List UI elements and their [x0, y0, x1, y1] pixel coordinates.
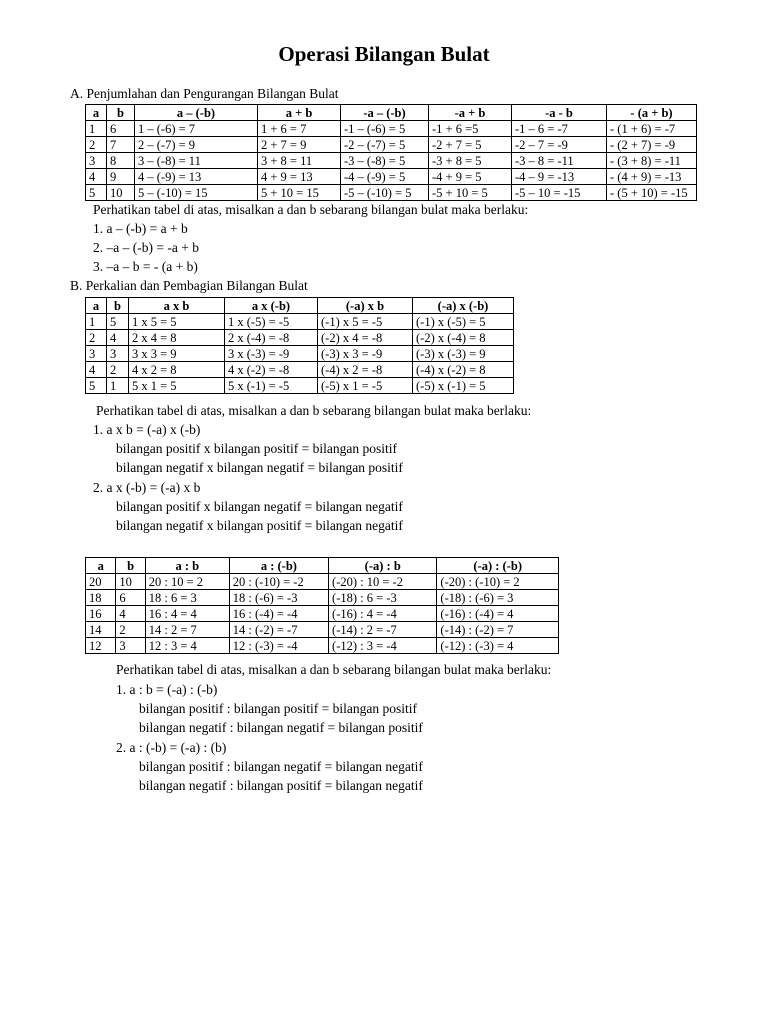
- table-cell: (-5) x (-1) = 5: [413, 378, 514, 394]
- table-cell: - (1 + 6) = -7: [607, 121, 697, 137]
- column-header: - (a + b): [607, 105, 697, 121]
- table-cell: - (5 + 10) = -15: [607, 185, 697, 201]
- table-row: [86, 153, 697, 169]
- table-cell: -1 + 6 =5: [429, 121, 512, 137]
- table-cell: -4 – 9 = -13: [512, 169, 607, 185]
- table-cell: 1: [86, 121, 107, 137]
- table-cell: 3: [86, 153, 107, 169]
- table-row: [86, 622, 559, 638]
- table-cell: (-16) : (-4) = 4: [437, 606, 559, 622]
- table-cell: (-1) x 5 = -5: [318, 314, 413, 330]
- column-header: (-a) x b: [318, 298, 413, 314]
- table-cell: 2: [86, 330, 107, 346]
- table-cell: 2 x 4 = 8: [129, 330, 225, 346]
- table-cell: 14: [86, 622, 116, 638]
- table-cell: 5: [107, 314, 129, 330]
- column-header: (-a) x (-b): [413, 298, 514, 314]
- multiplication-table: [85, 297, 514, 394]
- table-cell: (-4) x (-2) = 8: [413, 362, 514, 378]
- section-a-note: Perhatikan tabel di atas, misalkan a dan b sebarang bilangan bulat maka berlaku:: [93, 202, 529, 217]
- table-cell: 16 : 4 = 4: [145, 606, 229, 622]
- table-cell: 4 – (-9) = 13: [135, 169, 258, 185]
- rule-a-2: 2. –a – (-b) = -a + b: [93, 240, 199, 255]
- rule-a-1: 1. a – (-b) = a + b: [93, 221, 188, 236]
- column-header: b: [107, 298, 129, 314]
- table-cell: -5 – 10 = -15: [512, 185, 607, 201]
- table-cell: 7: [107, 137, 135, 153]
- table-cell: 18 : 6 = 3: [145, 590, 229, 606]
- table-cell: 16: [86, 606, 116, 622]
- table-cell: (-20) : (-10) = 2: [437, 574, 559, 590]
- div-rule-1-line-1: bilangan positif : bilangan positif = bilangan positif: [139, 701, 417, 716]
- division-table: [85, 557, 559, 654]
- table-cell: (-14) : 2 = -7: [329, 622, 437, 638]
- table-cell: 20 : (-10) = -2: [229, 574, 328, 590]
- column-header: (-a) : b: [329, 558, 437, 574]
- column-header: (-a) : (-b): [437, 558, 559, 574]
- table-cell: (-14) : (-2) = 7: [437, 622, 559, 638]
- table-cell: -3 + 8 = 5: [429, 153, 512, 169]
- table-cell: -4 + 9 = 5: [429, 169, 512, 185]
- div-rule-2-line-2: bilangan negatif : bilangan positif = bilangan negatif: [139, 778, 423, 793]
- table-cell: (-18) : (-6) = 3: [437, 590, 559, 606]
- table-row: [86, 330, 514, 346]
- mul-rule-1: 1. a x b = (-a) x (-b): [93, 422, 201, 437]
- div-rule-2: 2. a : (-b) = (-a) : (b): [116, 740, 227, 755]
- table-cell: (-1) x (-5) = 5: [413, 314, 514, 330]
- table-cell: 12 : (-3) = -4: [229, 638, 328, 654]
- table-cell: 20 : 10 = 2: [145, 574, 229, 590]
- table-cell: -2 – (-7) = 5: [341, 137, 429, 153]
- column-header: b: [107, 105, 135, 121]
- addition-subtraction-table: [85, 104, 697, 201]
- table-cell: 2 + 7 = 9: [258, 137, 341, 153]
- column-header: a : (-b): [229, 558, 328, 574]
- table-cell: 12: [86, 638, 116, 654]
- table-cell: (-3) x (-3) = 9: [413, 346, 514, 362]
- table-cell: (-20) : 10 = -2: [329, 574, 437, 590]
- table-cell: 2 x (-4) = -8: [225, 330, 318, 346]
- table-cell: -4 – (-9) = 5: [341, 169, 429, 185]
- table-cell: 1: [107, 378, 129, 394]
- table-cell: 1: [86, 314, 107, 330]
- section-a-heading: A. Penjumlahan dan Pengurangan Bilangan Bulat: [70, 86, 339, 101]
- mul-note: Perhatikan tabel di atas, misalkan a dan b sebarang bilangan bulat maka berlaku:: [96, 403, 532, 418]
- table-cell: -2 + 7 = 5: [429, 137, 512, 153]
- table-cell: (-12) : 3 = -4: [329, 638, 437, 654]
- column-header: -a + b: [429, 105, 512, 121]
- rule-a-3: 3. –a – b = - (a + b): [93, 259, 198, 274]
- mul-rule-1-line-2: bilangan negatif x bilangan negatif = bilangan positif: [116, 460, 403, 475]
- table-cell: -1 – 6 = -7: [512, 121, 607, 137]
- table-cell: -5 + 10 = 5: [429, 185, 512, 201]
- table-cell: 3: [116, 638, 145, 654]
- table-row: [86, 169, 697, 185]
- table-cell: 4 x 2 = 8: [129, 362, 225, 378]
- table-cell: 3: [86, 346, 107, 362]
- column-header: a: [86, 105, 107, 121]
- table-cell: 14 : 2 = 7: [145, 622, 229, 638]
- table-row: [86, 574, 559, 590]
- table-cell: 9: [107, 169, 135, 185]
- table-cell: 6: [107, 121, 135, 137]
- page-title: Operasi Bilangan Bulat: [278, 42, 490, 66]
- table-cell: 5: [86, 378, 107, 394]
- table-cell: 2 – (-7) = 9: [135, 137, 258, 153]
- column-header: a: [86, 558, 116, 574]
- column-header: -a - b: [512, 105, 607, 121]
- table-cell: 6: [116, 590, 145, 606]
- column-header: a : b: [145, 558, 229, 574]
- section-b-heading: B. Perkalian dan Pembagian Bilangan Bulat: [70, 278, 308, 293]
- table-row: [86, 185, 697, 201]
- table-row: [86, 606, 559, 622]
- table-cell: 4: [116, 606, 145, 622]
- div-rule-2-line-1: bilangan positif : bilangan negatif = bilangan negatif: [139, 759, 423, 774]
- table-row: [86, 314, 514, 330]
- table-cell: 3: [107, 346, 129, 362]
- column-header: a – (-b): [135, 105, 258, 121]
- column-header: b: [116, 558, 145, 574]
- table-cell: 3 x (-3) = -9: [225, 346, 318, 362]
- table-cell: 1 x (-5) = -5: [225, 314, 318, 330]
- table-cell: - (3 + 8) = -11: [607, 153, 697, 169]
- table-cell: (-2) x 4 = -8: [318, 330, 413, 346]
- div-note: Perhatikan tabel di atas, misalkan a dan b sebarang bilangan bulat maka berlaku:: [116, 662, 552, 677]
- table-row: [86, 378, 514, 394]
- table-cell: 3 – (-8) = 11: [135, 153, 258, 169]
- div-rule-1: 1. a : b = (-a) : (-b): [116, 682, 218, 697]
- table-cell: -2 – 7 = -9: [512, 137, 607, 153]
- table-cell: 10: [107, 185, 135, 201]
- table-cell: (-12) : (-3) = 4: [437, 638, 559, 654]
- table-cell: 20: [86, 574, 116, 590]
- table-header-row: [86, 558, 559, 574]
- table-row: [86, 362, 514, 378]
- column-header: -a – (-b): [341, 105, 429, 121]
- table-cell: 8: [107, 153, 135, 169]
- table-cell: (-16) : 4 = -4: [329, 606, 437, 622]
- table-cell: 10: [116, 574, 145, 590]
- table-cell: (-2) x (-4) = 8: [413, 330, 514, 346]
- table-cell: 2: [116, 622, 145, 638]
- table-cell: 14 : (-2) = -7: [229, 622, 328, 638]
- table-cell: 4: [86, 362, 107, 378]
- table-cell: 16 : (-4) = -4: [229, 606, 328, 622]
- table-cell: -5 – (-10) = 5: [341, 185, 429, 201]
- table-cell: 3 x 3 = 9: [129, 346, 225, 362]
- table-cell: -3 – 8 = -11: [512, 153, 607, 169]
- table-cell: 1 – (-6) = 7: [135, 121, 258, 137]
- table-cell: 3 + 8 = 11: [258, 153, 341, 169]
- table-cell: 18 : (-6) = -3: [229, 590, 328, 606]
- table-cell: 12 : 3 = 4: [145, 638, 229, 654]
- mul-rule-2-line-1: bilangan positif x bilangan negatif = bilangan negatif: [116, 499, 403, 514]
- table-cell: 1 + 6 = 7: [258, 121, 341, 137]
- table-row: [86, 137, 697, 153]
- column-header: a x (-b): [225, 298, 318, 314]
- table-cell: 4 + 9 = 13: [258, 169, 341, 185]
- table-cell: 5 x (-1) = -5: [225, 378, 318, 394]
- table-cell: 2: [86, 137, 107, 153]
- column-header: a + b: [258, 105, 341, 121]
- table-row: [86, 121, 697, 137]
- table-cell: (-4) x 2 = -8: [318, 362, 413, 378]
- table-cell: 4 x (-2) = -8: [225, 362, 318, 378]
- column-header: a: [86, 298, 107, 314]
- table-cell: 5 + 10 = 15: [258, 185, 341, 201]
- table-header-row: [86, 105, 697, 121]
- table-row: [86, 346, 514, 362]
- table-cell: 18: [86, 590, 116, 606]
- table-cell: - (2 + 7) = -9: [607, 137, 697, 153]
- table-cell: 5 – (-10) = 15: [135, 185, 258, 201]
- table-cell: 5: [86, 185, 107, 201]
- mul-rule-1-line-1: bilangan positif x bilangan positif = bilangan positif: [116, 441, 397, 456]
- column-header: a x b: [129, 298, 225, 314]
- mul-rule-2: 2. a x (-b) = (-a) x b: [93, 480, 201, 495]
- mul-rule-2-line-2: bilangan negatif x bilangan positif = bilangan negatif: [116, 518, 403, 533]
- table-cell: 1 x 5 = 5: [129, 314, 225, 330]
- table-row: [86, 638, 559, 654]
- table-cell: -1 – (-6) = 5: [341, 121, 429, 137]
- table-cell: 4: [86, 169, 107, 185]
- div-rule-1-line-2: bilangan negatif : bilangan negatif = bilangan positif: [139, 720, 423, 735]
- table-cell: (-5) x 1 = -5: [318, 378, 413, 394]
- table-cell: 5 x 1 = 5: [129, 378, 225, 394]
- table-cell: (-18) : 6 = -3: [329, 590, 437, 606]
- table-cell: (-3) x 3 = -9: [318, 346, 413, 362]
- table-header-row: [86, 298, 514, 314]
- table-cell: 4: [107, 330, 129, 346]
- table-cell: - (4 + 9) = -13: [607, 169, 697, 185]
- table-cell: -3 – (-8) = 5: [341, 153, 429, 169]
- table-row: [86, 590, 559, 606]
- table-cell: 2: [107, 362, 129, 378]
